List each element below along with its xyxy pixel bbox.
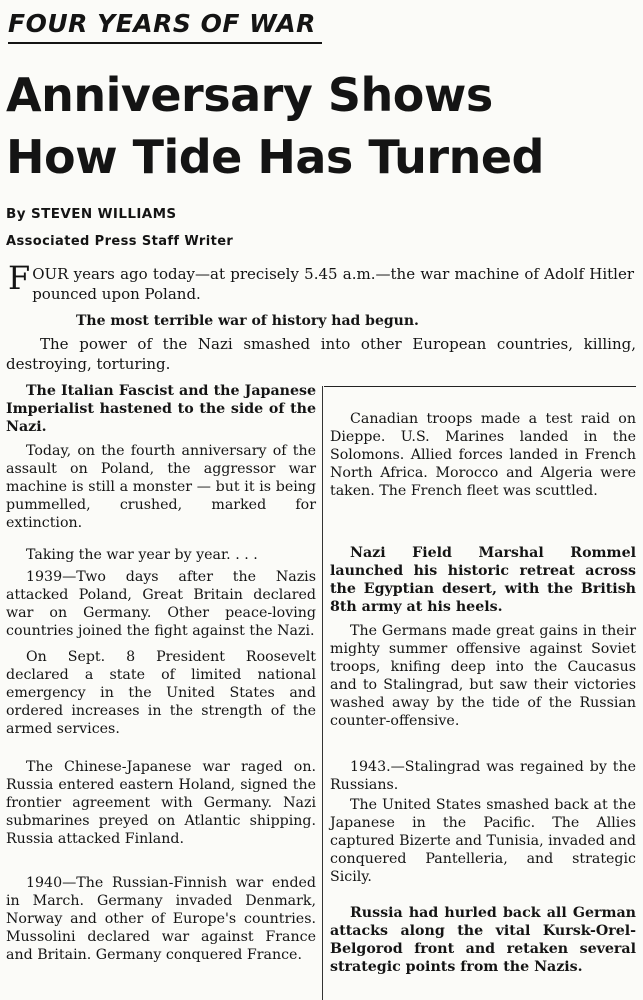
right-paragraph-5: The United States smashed back at the Japanese in the Pacific. The Allies captured Bizerte and Tunisia, invaded and conquered Pantelleria, and strategic Sicily. [330,797,636,885]
left-paragraph-6: The Chinese-Japanese war raged on. Russia entered eastern Holand, signed the frontier agreement with Germany. Nazi submarines preyed on Atlantic shipping. Russia attacked Finland. [6,759,316,847]
column-divider [322,386,323,1000]
right-paragraph-3: The Germans made great gains in their mighty summer offensive against Soviet troops, knifing deep into the Caucasus and to Stalingrad, but saw their victories washed away by the tide of the Russian counter-offensive. [330,623,636,729]
lead-paragraph [8,259,634,304]
headline-line-1: Anniversary Shows [6,68,493,122]
left-paragraph-4: 1939—Two days after the Nazis attacked Poland, Great Britain declared war on Germany. Other peace-loving countries joined the fight against the Nazi. [6,569,316,639]
byline-title: Associated Press Staff Writer [6,234,234,249]
lead-paragraph-2: The most terrible war of history had begun. [76,313,419,329]
right-paragraph-6: Russia had hurled back all German attacks along the vital Kursk-Orel-Belgorod front and retaken several strategic points from the Nazis. [330,905,636,975]
left-paragraph-2: Today, on the fourth anniversary of the assault on Poland, the aggressor war machine is still a monster — but it is being pummelled, crushed, marked for extinction. [6,443,316,531]
left-paragraph-1: The Italian Fascist and the Japanese Imperialist hastened to the side of the Nazi. [6,383,316,435]
lead-text: OUR years ago today—at precisely 5.45 a.m.—the war machine of Adolf Hitler pounced upon Poland. [32,265,634,303]
headline-line-2: How Tide Has Turned [6,130,544,184]
right-paragraph-1: Canadian troops made a test raid on Dieppe. U.S. Marines landed in the Solomons. Allied forces landed in French North Africa. Morocco and Algeria were taken. The French fleet was scuttled. [330,411,636,499]
left-paragraph-7: 1940—The Russian-Finnish war ended in March. Germany invaded Denmark, Norway and other of Europe's countries. Mussolini declared war against France and Britain. Germany conquered France. [6,875,316,963]
kicker-text: FOUR YEARS OF WAR [8,9,316,38]
headline [6,64,638,188]
left-paragraph-5: On Sept. 8 President Roosevelt declared a state of limited national emergency in the United States and ordered increases in the strength of the armed services. [6,649,316,737]
byline-author: By STEVEN WILLIAMS [6,206,177,222]
right-paragraph-2: Nazi Field Marshal Rommel launched his historic retreat across the Egyptian desert, with the British 8th army at his heels. [330,545,636,615]
column-rule [324,386,636,387]
drop-cap: F [8,259,31,297]
section-kicker [8,6,322,44]
left-paragraph-3: Taking the war year by year. . . . [26,547,258,563]
lead-paragraph-3: The power of the Nazi smashed into other European countries, killing, destroying, torturing. [6,335,636,373]
right-paragraph-4: 1943.—Stalingrad was regained by the Russians. [330,759,636,793]
